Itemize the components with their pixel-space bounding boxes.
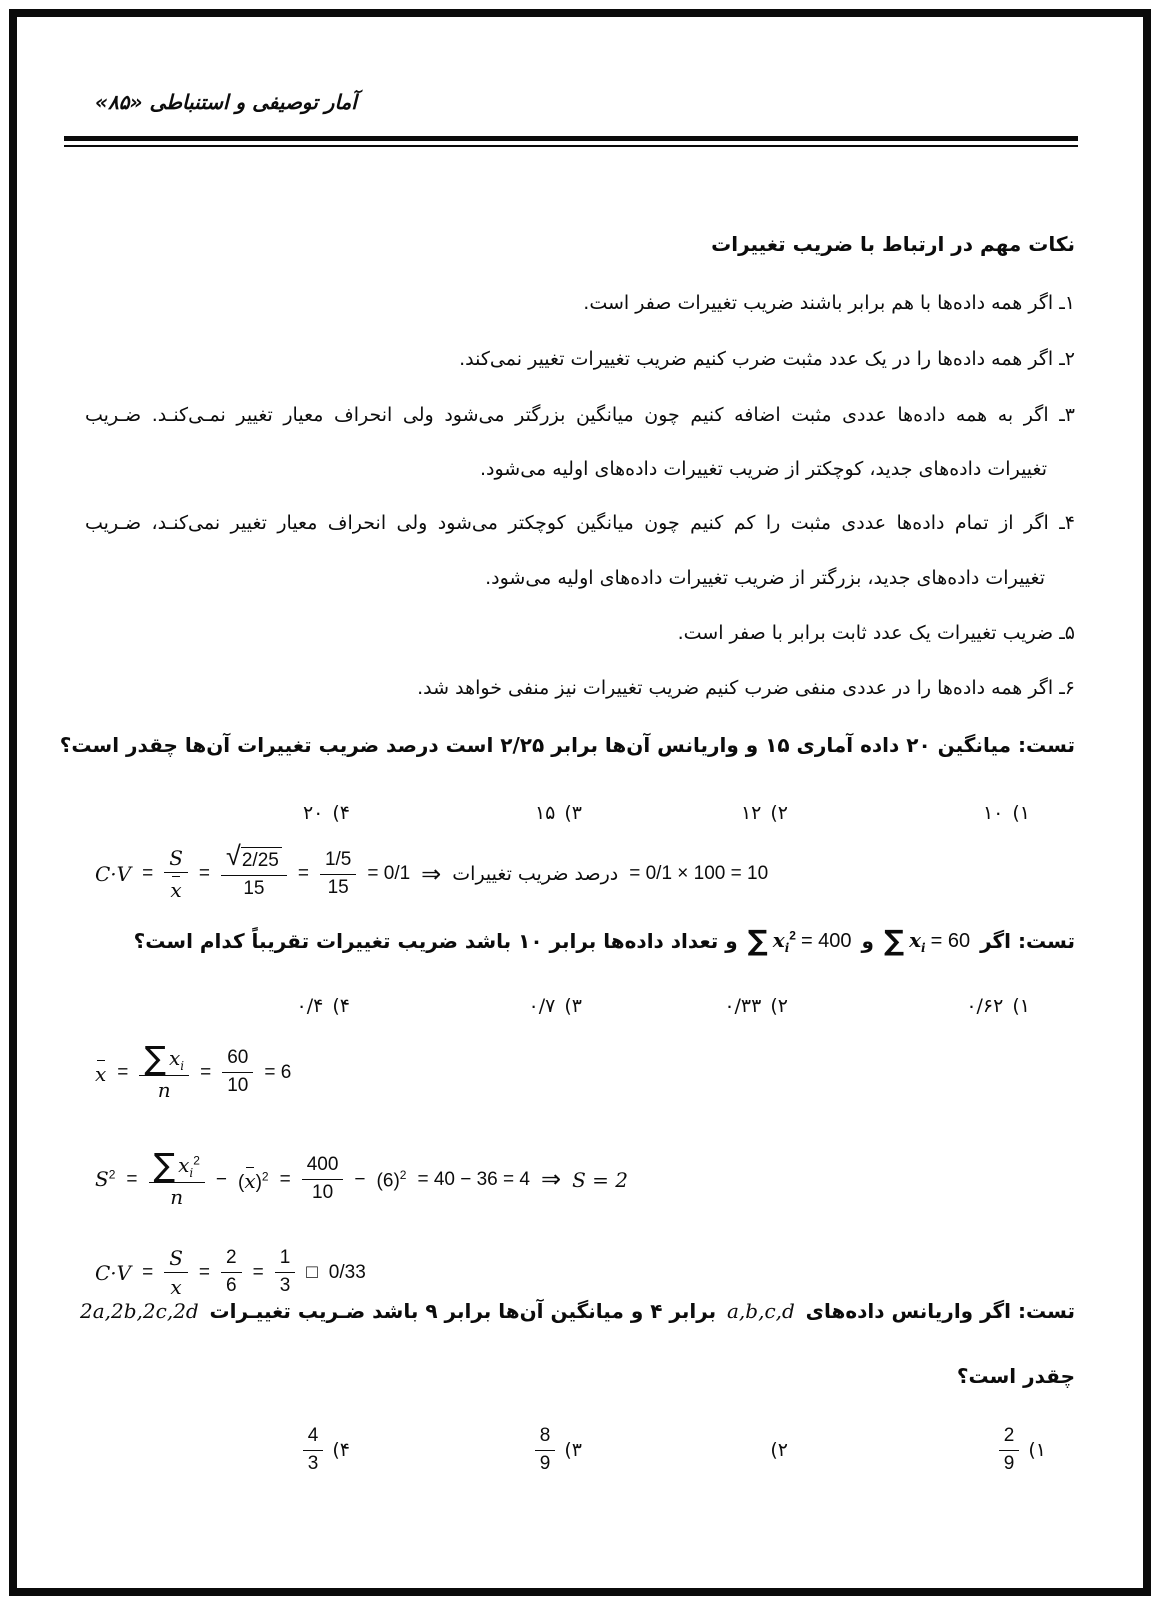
result-equation: = 0/1 × 100 = 10 — [629, 863, 769, 884]
fraction-sqrt-over-15 — [221, 847, 287, 901]
cv-symbol: C·V — [95, 862, 132, 886]
sigma-symbol: ∑ — [153, 1146, 176, 1184]
equals-sign: = — [200, 1061, 212, 1083]
variable: $x_i^2$ — [772, 928, 796, 955]
note-item-4-line-2: تغییرات داده‌های جدید، بزرگتر از ضریب تغییرات داده‌های اولیه می‌شود. — [485, 567, 1045, 589]
s-result: S = 2 — [572, 1167, 628, 1192]
test2-solution-mean — [95, 1039, 292, 1103]
option-value: ۰/۷ — [528, 995, 556, 1017]
fraction-1-over-3 — [275, 1247, 296, 1298]
equals-sign: = — [198, 1261, 211, 1283]
test1-option-3 — [535, 802, 582, 824]
missing-glyph-box: □ — [306, 1261, 318, 1283]
fraction-sum-xi-over-n — [139, 1039, 189, 1103]
equals-value: = 0/1 — [367, 863, 411, 884]
test1-option-4 — [303, 802, 350, 824]
page-header-title: آمار توصیفی و استنباطی «۸۵» — [95, 90, 357, 114]
numerator: 2 — [221, 1247, 242, 1273]
numerator: 1/5 — [320, 849, 356, 875]
denominator: 9 — [1003, 1452, 1015, 1474]
option-fraction — [999, 1425, 1020, 1476]
test2-solution-cv — [95, 1246, 366, 1299]
equals-sign: = — [126, 1168, 138, 1190]
option-number: ۴) — [332, 1439, 350, 1461]
note-item-3-line-2: تغییرات داده‌های جدید، کوچکتر از ضریب تغییرات داده‌های اولیه می‌شود. — [479, 458, 1047, 480]
option-fraction — [303, 1425, 324, 1476]
test3-option-4 — [303, 1418, 350, 1482]
xbar-squared-term: $(x)^2$ — [238, 1166, 269, 1194]
test1-question: تست: میانگین ۲۰ داده آماری ۱۵ و واریانس آن‌ها برابر ۲/۲۵ است درصد ضریب تغییرات آن‌ها چقدر است؟ — [59, 733, 1075, 757]
test1-option-1 — [983, 802, 1030, 824]
option-value: ۰/۳۳ — [724, 995, 762, 1017]
test2-option-3 — [529, 995, 582, 1017]
option-number: ۳) — [564, 802, 582, 824]
numerator: 2 — [999, 1425, 1020, 1451]
sigma-symbol: ∑ — [883, 924, 905, 958]
sigma-symbol: ∑ — [747, 924, 768, 958]
cv-symbol: C·V — [95, 1260, 132, 1285]
data-list-2a2b2c2d: 2a,2b,2c,2d — [80, 1299, 199, 1323]
test2-option-4 — [297, 995, 350, 1017]
header-divider-rule — [64, 136, 1078, 147]
equals-sign: = — [142, 1261, 154, 1283]
cv-percent-label: درصد ضریب تغییرات — [452, 863, 619, 885]
denominator: 15 — [243, 878, 265, 899]
note-item-4-line-1: ۴ـ اگر از تمام داده‌ها عددی مثبت را کم کنیم چون میانگین کوچکتر می‌شود ولی انحراف معیار تغییر نمی‌کنـد، ضـریب — [85, 512, 1075, 534]
test3-option-2 — [770, 1418, 788, 1482]
test3-question-line-1 — [80, 1297, 1075, 1326]
x-bar-symbol: x — [170, 875, 181, 902]
radicand: √ 2/25 — [241, 847, 282, 873]
denominator: 3 — [307, 1452, 319, 1474]
note-item-1: ۱ـ اگر همه داده‌ها با هم برابر باشند ضریب تغییرات صفر است. — [583, 292, 1075, 314]
denominator: n — [157, 1078, 171, 1103]
denominator: 10 — [312, 1182, 334, 1204]
equals-value: = 6 — [264, 1061, 292, 1083]
sqrt-expression — [226, 847, 282, 873]
sum-xi-squared-equation — [748, 926, 852, 957]
data-list-abcd: a,b,c,d — [727, 1299, 795, 1323]
fraction-s-over-x — [164, 1246, 188, 1299]
sigma-symbol: ∑ — [144, 1039, 166, 1077]
option-number: ۲) — [770, 995, 788, 1017]
test3-option-1 — [999, 1418, 1046, 1482]
option-value: ۲۰ — [302, 802, 324, 824]
denominator: 3 — [279, 1275, 291, 1296]
conjunction: و — [861, 929, 874, 954]
section-heading: نکات مهم در ارتباط با ضریب تغییرات — [711, 232, 1075, 256]
note-item-2: ۲ـ اگر همه داده‌ها را در یک عدد مثبت ضرب کنیم ضریب تغییرات تغییر نمی‌کند. — [459, 348, 1075, 370]
test1-option-2 — [741, 802, 788, 824]
fraction-onefifth-over-15 — [320, 849, 356, 900]
denominator: 15 — [327, 876, 349, 898]
question-lead: تست: اگر واریانس داده‌های — [805, 1299, 1075, 1323]
equals-sign: = — [198, 863, 211, 884]
variable: $x_i^2$ — [178, 1153, 200, 1180]
s-squared-symbol: $S^2$ — [95, 1167, 116, 1192]
option-number: ۲) — [770, 802, 788, 824]
implies-arrow-icon: ⇒ — [540, 1166, 562, 1194]
option-number: ۱) — [1012, 995, 1030, 1017]
denominator: x — [170, 1275, 182, 1299]
numerator: 400 — [302, 1154, 344, 1180]
option-number: ۴) — [332, 995, 350, 1017]
sum-xi-equation — [884, 926, 970, 957]
option-number: ۴) — [332, 802, 350, 824]
option-value: ۰/۴ — [296, 995, 324, 1017]
numerator: S — [169, 1246, 183, 1270]
variable: $x_i$ — [909, 928, 926, 955]
denominator: n — [170, 1185, 184, 1210]
numerator: 60 — [222, 1047, 253, 1073]
equals-value: = 60 — [930, 930, 971, 953]
test2-options-row — [0, 995, 1160, 1031]
minus-sign: − — [215, 1168, 227, 1190]
option-value: ۱۰ — [982, 802, 1004, 824]
test2-question — [134, 926, 1075, 957]
option-value: ۱۲ — [740, 802, 762, 824]
minus-sign: − — [354, 1168, 366, 1190]
test1-solution-formula — [95, 846, 768, 902]
numerator: 8 — [535, 1425, 556, 1451]
option-fraction — [535, 1425, 556, 1476]
fraction-2-over-6 — [221, 1247, 242, 1298]
equals-sign: = — [142, 863, 154, 884]
numerator: 1 — [275, 1247, 296, 1273]
option-number: ۲) — [770, 1439, 788, 1461]
option-value: ۱۵ — [534, 802, 556, 824]
fraction-s-over-xbar — [164, 846, 188, 902]
variable: $x_i$ — [168, 1046, 185, 1073]
test2-option-1 — [966, 995, 1030, 1017]
option-number: ۳) — [564, 995, 582, 1017]
denominator: 9 — [539, 1452, 551, 1474]
note-item-6: ۶ـ اگر همه داده‌ها را در عددی منفی ضرب کنیم ضریب تغییرات نیز منفی خواهد شد. — [417, 677, 1075, 699]
equals-sign: = — [279, 1168, 291, 1190]
numerator: 4 — [303, 1425, 324, 1451]
tail-equation: = 40 − 36 = 4 — [417, 1168, 530, 1190]
option-number: ۱) — [1028, 1439, 1046, 1461]
test2-solution-variance — [95, 1146, 628, 1210]
test3-option-3 — [535, 1418, 582, 1482]
equals-sign: = — [117, 1061, 129, 1083]
test1-options-row — [0, 802, 1160, 838]
equals-sign: = — [252, 1261, 264, 1283]
note-item-3-line-1: ۳ـ اگر به همه داده‌ها عددی مثبت اضافه کنیم چون میانگین بزرگتر می‌شود ولی انحراف معیار تغییر نمـی‌کنـد. ضـریب — [85, 404, 1075, 426]
fraction-400-over-10 — [302, 1154, 344, 1205]
option-number: ۳) — [564, 1439, 582, 1461]
test2-option-2 — [724, 995, 788, 1017]
x-bar-symbol: x — [95, 1059, 106, 1086]
note-item-5: ۵ـ ضریب تغییرات یک عدد ثابت برابر با صفر است. — [677, 622, 1075, 644]
fraction-60-over-10 — [222, 1047, 253, 1098]
equals-sign: = — [297, 863, 309, 884]
test3-question-line-2: چقدر است؟ — [956, 1364, 1075, 1388]
six-squared-term: $(6)^2$ — [376, 1167, 407, 1191]
option-value: ۰/۶۲ — [966, 995, 1004, 1017]
denominator: 6 — [226, 1275, 237, 1296]
fraction-sum-xi2-over-n — [149, 1146, 205, 1210]
option-number: ۱) — [1012, 802, 1030, 824]
question-rest: و تعداد داده‌ها برابر ۱۰ باشد ضریب تغییرات تقریباً کدام است؟ — [133, 929, 738, 954]
cv-result: 0/33 — [328, 1261, 366, 1283]
implies-arrow-icon: ⇒ — [421, 860, 442, 888]
denominator: 10 — [227, 1075, 249, 1097]
numerator: S — [169, 846, 183, 870]
question-lead: تست: اگر — [980, 929, 1075, 954]
question-mid: برابر ۴ و میانگین آن‌ها برابر ۹ باشد ضـریب تغییـرات — [209, 1299, 717, 1323]
equals-value: = 400 — [800, 930, 852, 953]
test3-options-row — [0, 1418, 1160, 1482]
